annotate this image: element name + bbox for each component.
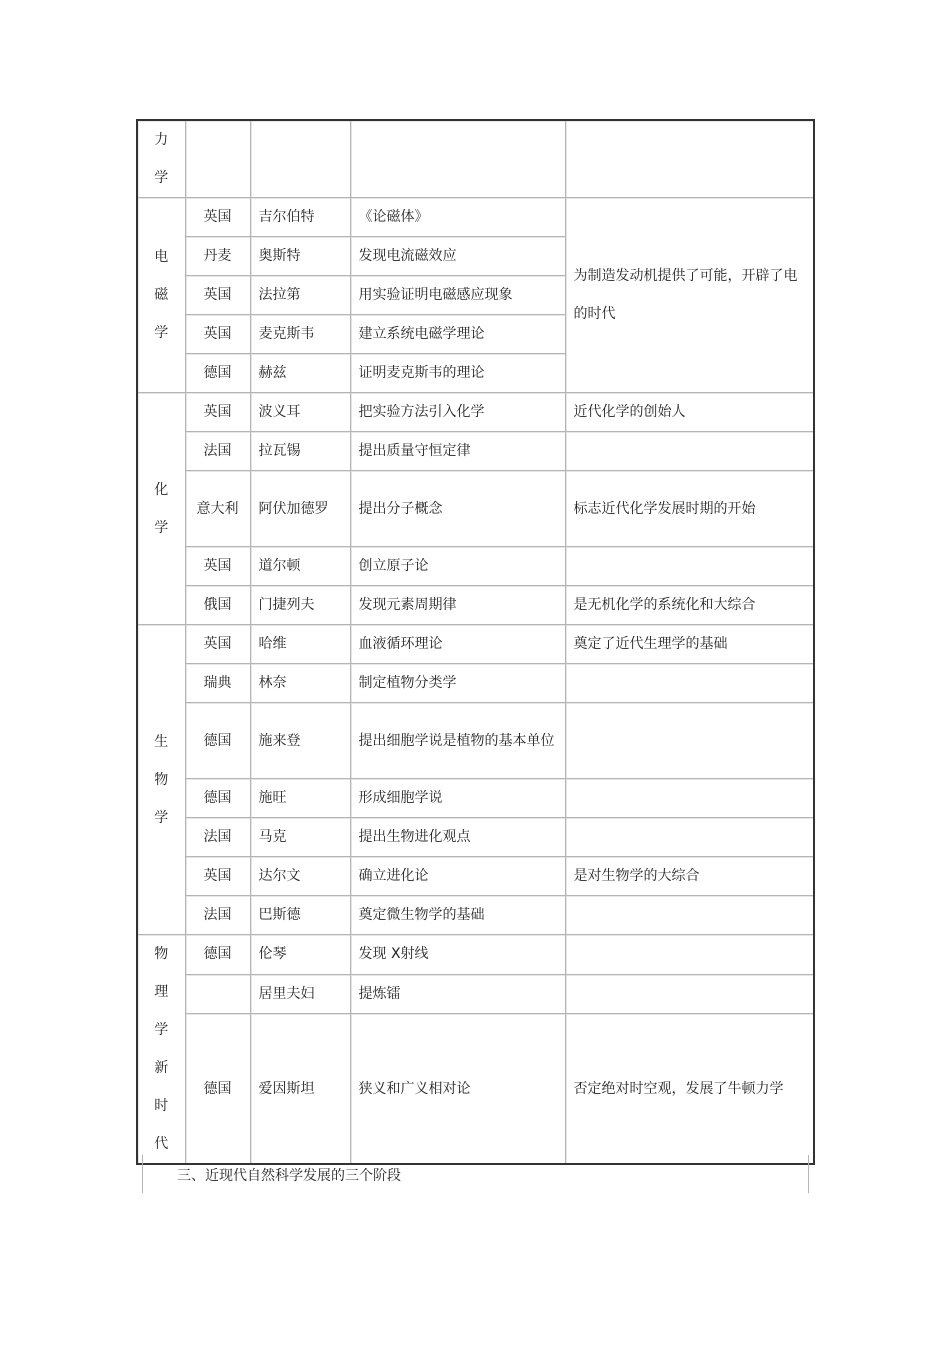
note-cell: 是对生物学的大综合 [565, 857, 814, 896]
achievement-cell: 《论磁体》 [350, 198, 565, 237]
person-cell: 吉尔伯特 [250, 198, 350, 237]
country-cell [185, 471, 250, 547]
table-row [137, 857, 814, 896]
person-cell: 法拉第 [250, 276, 350, 315]
section-heading: 三、近现代自然科学发展的三个阶段 [177, 1168, 401, 1184]
table-body [137, 120, 814, 1164]
achievement-cell: 建立系统电磁学理论 [350, 315, 565, 354]
field-char: 磁 [154, 287, 169, 303]
field-cell [137, 393, 185, 625]
country-cell: 德国 [185, 354, 250, 393]
person-cell [250, 120, 350, 198]
country-cell: 英国 [185, 625, 250, 664]
country-cell: 丹麦 [185, 237, 250, 276]
table-row [137, 547, 814, 586]
country-cell: 法国 [185, 432, 250, 471]
achievement-cell: 用实验证明电磁感应现象 [350, 276, 565, 315]
field-char: 物 [154, 946, 169, 962]
achievement-cell: 提出生物进化观点 [350, 818, 565, 857]
person-cell: 麦克斯韦 [250, 315, 350, 354]
science-history-table [136, 119, 815, 1165]
achievement-cell: 形成细胞学说 [350, 779, 565, 818]
field-char: 化 [154, 481, 169, 498]
achievement-cell: 把实验方法引入化学 [350, 393, 565, 432]
achievement-cell: 提炼镭 [350, 974, 565, 1014]
person-cell: 门捷列夫 [250, 586, 350, 625]
field-cell [137, 625, 185, 935]
field-char: 代 [154, 1136, 169, 1152]
field-char: 力 [154, 132, 169, 148]
person-cell: 施旺 [250, 779, 350, 818]
field-char: 时 [154, 1098, 169, 1114]
field-char: 生 [154, 733, 169, 750]
note-cell: 标志近代化学发展时期的开始 [565, 471, 814, 547]
section-heading-row [142, 1155, 809, 1193]
country-cell: 英国 [185, 547, 250, 586]
field-char: 电 [154, 249, 169, 265]
person-cell: 马克 [250, 818, 350, 857]
achievement-cell: 证明麦克斯韦的理论 [350, 354, 565, 393]
table-row [137, 779, 814, 818]
field-cell [137, 198, 185, 393]
table-row [137, 935, 814, 975]
country-text: 意大利 [196, 500, 239, 517]
person-cell: 哈维 [250, 625, 350, 664]
person-cell: 奥斯特 [250, 237, 350, 276]
table-row [137, 896, 814, 935]
achievement-cell [350, 120, 565, 198]
country-cell: 英国 [185, 393, 250, 432]
field-char: 学 [154, 809, 169, 826]
table-row [137, 471, 814, 547]
person-cell: 林奈 [250, 664, 350, 703]
person-cell: 居里夫妇 [250, 974, 350, 1014]
field-cell [137, 935, 185, 1165]
note-cell [565, 664, 814, 703]
field-char: 学 [154, 325, 169, 341]
country-cell: 德国 [185, 1014, 250, 1164]
field-char: 学 [154, 170, 169, 186]
table-row [137, 432, 814, 471]
note-cell: 是无机化学的系统化和大综合 [565, 586, 814, 625]
note-cell [565, 432, 814, 471]
note-cell [565, 896, 814, 935]
note-cell: 否定绝对时空观，发展了牛顿力学 [565, 1014, 814, 1164]
field-char: 理 [154, 984, 169, 1000]
country-cell: 英国 [185, 857, 250, 896]
achievement-cell: 奠定微生物学的基础 [350, 896, 565, 935]
note-cell [565, 120, 814, 198]
note-cell [565, 974, 814, 1014]
table-row [137, 586, 814, 625]
table-row [137, 198, 814, 237]
table-row [137, 1014, 814, 1164]
country-cell: 德国 [185, 703, 250, 779]
achievement-cell: 发现电流磁效应 [350, 237, 565, 276]
person-cell: 拉瓦锡 [250, 432, 350, 471]
person-cell: 阿伏加德罗 [250, 471, 350, 547]
country-cell [185, 974, 250, 1014]
person-cell: 伦琴 [250, 935, 350, 975]
person-cell: 爱因斯坦 [250, 1014, 350, 1164]
person-cell: 巴斯德 [250, 896, 350, 935]
achievement-cell: 创立原子论 [350, 547, 565, 586]
table-row [137, 625, 814, 664]
achievement-cell: 提出质量守恒定律 [350, 432, 565, 471]
person-cell: 赫兹 [250, 354, 350, 393]
table-row [137, 703, 814, 779]
note-cell [565, 818, 814, 857]
field-char: 新 [154, 1060, 169, 1076]
table-row [137, 120, 814, 198]
table-row [137, 664, 814, 703]
table-row [137, 393, 814, 432]
achievement-cell: 提出分子概念 [350, 471, 565, 547]
note-cell: 奠定了近代生理学的基础 [565, 625, 814, 664]
note-cell: 为制造发动机提供了可能，开辟了电的时代 [565, 198, 814, 393]
achievement-cell: 狭义和广义相对论 [350, 1014, 565, 1164]
achievement-cell: 发现 X射线 [350, 935, 565, 975]
field-cell [137, 120, 185, 198]
person-cell: 道尔顿 [250, 547, 350, 586]
country-cell: 德国 [185, 935, 250, 975]
table-row [137, 818, 814, 857]
country-cell: 瑞典 [185, 664, 250, 703]
country-cell: 俄国 [185, 586, 250, 625]
person-cell: 达尔文 [250, 857, 350, 896]
table-row [137, 974, 814, 1014]
note-cell [565, 547, 814, 586]
person-cell: 波义耳 [250, 393, 350, 432]
achievement-cell: 确立进化论 [350, 857, 565, 896]
country-cell: 英国 [185, 315, 250, 354]
note-cell [565, 779, 814, 818]
note-cell [565, 703, 814, 779]
note-cell: 近代化学的创始人 [565, 393, 814, 432]
achievement-cell: 提出细胞学说是植物的基本单位 [350, 703, 565, 779]
person-cell: 施来登 [250, 703, 350, 779]
country-cell: 法国 [185, 818, 250, 857]
country-cell: 德国 [185, 779, 250, 818]
field-char: 学 [154, 519, 169, 536]
country-cell: 法国 [185, 896, 250, 935]
achievement-cell: 制定植物分类学 [350, 664, 565, 703]
achievement-cell: 发现元素周期律 [350, 586, 565, 625]
note-cell [565, 935, 814, 975]
country-cell [185, 120, 250, 198]
achievement-cell: 血液循环理论 [350, 625, 565, 664]
field-char: 物 [154, 771, 169, 788]
field-char: 学 [154, 1022, 169, 1038]
country-cell: 英国 [185, 276, 250, 315]
country-cell: 英国 [185, 198, 250, 237]
